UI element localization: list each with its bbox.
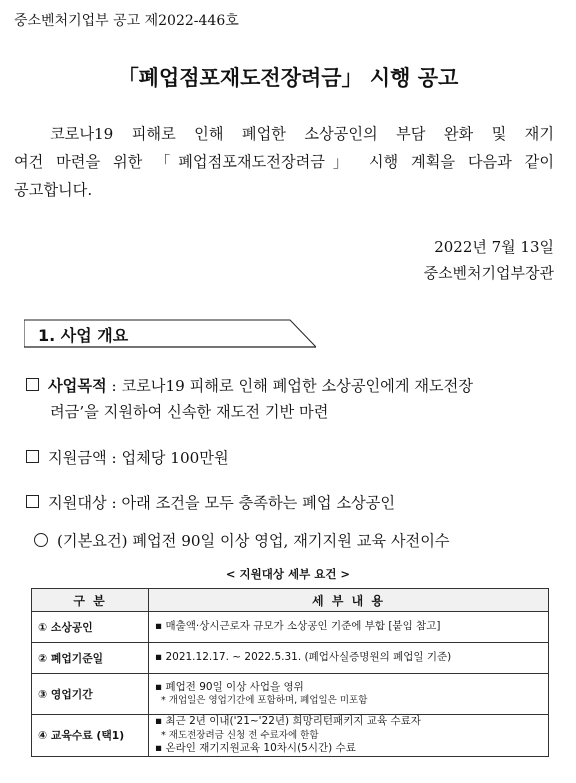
purpose-label: 사업목적	[48, 377, 107, 395]
checkbox-square-icon	[26, 495, 39, 508]
intro-line-2: 여건 마련을 위한 「폐업점포재도전장려금」 시행 계획을 다음과 같이	[14, 153, 554, 171]
purpose-text-continued: 려금’을 지원하여 신속한 재도전 기반 마련	[50, 403, 329, 421]
row-line: ▪ 온라인 재기지원교육 10차시(5시간) 수료	[155, 742, 356, 754]
row-content	[149, 674, 549, 715]
basic-requirement-text: (기본요건) 폐업전 90일 이상 영업, 재기지원 교육 사전이수	[57, 532, 450, 550]
target-text: 지원대상 : 아래 조건을 모두 충족하는 폐업 소상공인	[48, 494, 396, 512]
row-content	[149, 612, 549, 643]
intro-line-3: 공고합니다.	[14, 181, 93, 199]
row-content	[149, 643, 549, 674]
row-content	[149, 715, 549, 757]
section-heading: 1. 사업 개요	[38, 326, 129, 345]
circle-bullet-icon	[34, 533, 48, 547]
amount-text: 지원금액 : 업체당 100만원	[48, 449, 229, 467]
row-note: * 개업일은 영업기간에 포함하며, 폐업일은 미포함	[161, 695, 368, 706]
row-note: * 재도전장려금 신청 전 수료자에 한함	[161, 729, 319, 741]
column-header-category: 구 분	[32, 589, 149, 612]
checkbox-square-icon	[26, 450, 39, 463]
intro-paragraph	[14, 120, 554, 204]
issuer-name: 중소벤처기업부장관	[423, 264, 554, 282]
purpose-text: : 코로나19 피해로 인해 폐업한 소상공인에게 재도전장	[106, 377, 474, 395]
target-item	[26, 492, 395, 513]
row-label: ④ 교육수료 (택1)	[32, 715, 149, 757]
row-line: ▪ 폐업전 90일 이상 사업을 영위	[155, 680, 304, 693]
notice-title: 「폐업점포재도전장려금」 시행 공고	[117, 66, 459, 90]
row-line: ▪ 매출액·상시근로자 규모가 소상공인 기준에 부합 [붙임 참고]	[155, 620, 441, 633]
table-row	[32, 643, 549, 674]
purpose-item	[26, 375, 473, 396]
row-label: ② 폐업기준일	[32, 643, 149, 674]
table-row	[32, 612, 549, 643]
column-header-content: 세 부 내 용	[149, 589, 549, 612]
row-label: ① 소상공인	[32, 612, 149, 643]
table-header-row	[32, 589, 549, 612]
document-number: 중소벤처기업부 공고 제2022-446호	[14, 13, 239, 29]
row-line: ▪ 2021.12.17. ~ 2022.5.31. (폐업사실증명원의 폐업일 기준)	[155, 651, 452, 664]
checkbox-square-icon	[26, 378, 39, 391]
amount-item	[26, 447, 229, 468]
table-row	[32, 715, 549, 757]
section-heading-box	[24, 318, 316, 348]
row-label: ③ 영업기간	[32, 674, 149, 715]
notice-date: 2022년 7월 13일	[434, 238, 554, 256]
table-row	[32, 674, 549, 715]
basic-requirement-item	[34, 530, 450, 551]
requirements-table	[31, 588, 549, 757]
intro-line-1: 코로나19 피해로 인해 폐업한 소상공인의 부담 완화 및 재기	[50, 125, 554, 143]
table-caption: < 지원대상 세부 요건 >	[225, 567, 351, 581]
row-line: ▪ 최근 2년 이내('21~'22년) 희망리턴패키지 교육 수료자	[155, 715, 421, 727]
